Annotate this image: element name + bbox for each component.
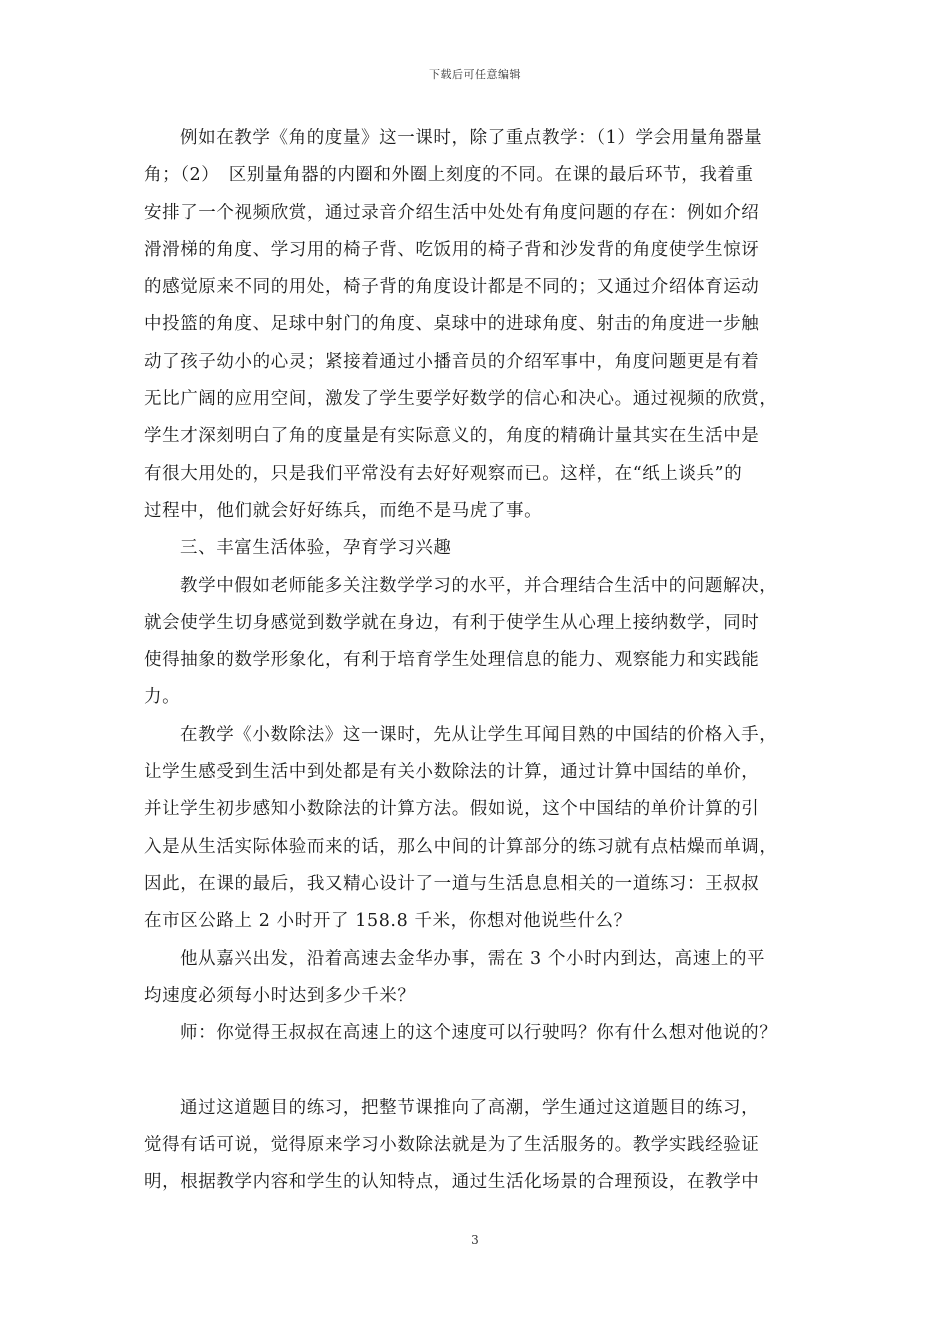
document-body [144, 120, 824, 1202]
paragraph-line: 中投篮的角度、足球中射门的角度、桌球中的进球角度、射击的角度进一步触 [144, 314, 760, 335]
paragraph-line: 动了孩子幼小的心灵；紧接着通过小播音员的介绍军事中，角度问题更是有着 [144, 351, 760, 372]
paragraph-line: 因此，在课的最后，我又精心设计了一道与生活息息相关的一道练习：王叔叔 [144, 873, 760, 894]
paragraph-line: 教学中假如老师能多关注数学学习的水平，并合理结合生活中的问题解决， [180, 575, 778, 596]
section-heading: 三、丰富生活体验，孕育学习兴趣 [180, 538, 452, 559]
paragraph-line: 在市区公路上 2 小时开了 158.8 千米，你想对他说些什么？ [144, 911, 632, 932]
paragraph-line: 明，根据教学内容和学生的认知特点，通过生活化场景的合理预设，在教学中 [144, 1172, 760, 1193]
paragraph-line: 角；（2） 区别量角器的内圈和外圈上刻度的不同。在课的最后环节，我着重 [144, 165, 754, 186]
paragraph-line: 通过这道题目的练习，把整节课推向了高潮，学生通过这道题目的练习， [180, 1097, 760, 1118]
paragraph-line: 觉得有话可说，觉得原来学习小数除法就是为了生活服务的。教学实践经验证 [144, 1135, 760, 1156]
paragraph-line: 例如在教学《角的度量》这一课时，除了重点教学：（1）学会用量角器量 [180, 128, 763, 148]
paragraph-line: 入是从生活实际体验而来的话，那么中间的计算部分的练习就有点枯燥而单调， [144, 836, 778, 857]
paragraph-line: 师：你觉得王叔叔在高速上的这个速度可以行驶吗？你有什么想对他说的？ [180, 1023, 778, 1044]
paragraph-line: 滑滑梯的角度、学习用的椅子背、吃饭用的椅子背和沙发背的角度使学生惊讶 [144, 239, 760, 260]
paragraph-line: 过程中，他们就会好好练兵，而绝不是马虎了事。 [144, 500, 543, 521]
paragraph-line: 学生才深刻明白了角的度量是有实际意义的，角度的精确计量其实在生活中是 [144, 426, 760, 447]
paragraph-line: 有很大用处的，只是我们平常没有去好好观察而已。这样，在“纸上谈兵”的 [144, 463, 743, 484]
page-number: 3 [471, 1233, 479, 1247]
paragraph-line: 并让学生初步感知小数除法的计算方法。假如说，这个中国结的单价计算的引 [144, 799, 760, 820]
paragraph-line: 他从嘉兴出发，沿着高速去金华办事，需在 3 个小时内到达，高速上的平 [180, 948, 766, 969]
blank-line [144, 1052, 824, 1089]
page-header: 下载后可任意编辑 [429, 68, 521, 81]
paragraph-line: 的感觉原来不同的用处，椅子背的角度设计都是不同的；又通过介绍体育运动 [144, 277, 760, 298]
paragraph-line: 使得抽象的数学形象化，有利于培育学生处理信息的能力、观察能力和实践能 [144, 650, 760, 671]
paragraph-line: 在教学《小数除法》这一课时，先从让学生耳闻目熟的中国结的价格入手， [180, 724, 778, 745]
paragraph-line: 无比广阔的应用空间，激发了学生要学好数学的信心和决心。通过视频的欣赏， [144, 389, 778, 410]
paragraph-line: 均速度必须每小时达到多少千米？ [144, 985, 416, 1006]
paragraph-line: 让学生感受到生活中到处都是有关小数除法的计算，通过计算中国结的单价， [144, 762, 760, 783]
paragraph-line: 力。 [144, 687, 181, 708]
paragraph-line: 就会使学生切身感觉到数学就在身边，有利于使学生从心理上接纳数学，同时 [144, 612, 760, 633]
paragraph-line: 安排了一个视频欣赏，通过录音介绍生活中处处有角度问题的存在：例如介绍 [144, 202, 760, 223]
